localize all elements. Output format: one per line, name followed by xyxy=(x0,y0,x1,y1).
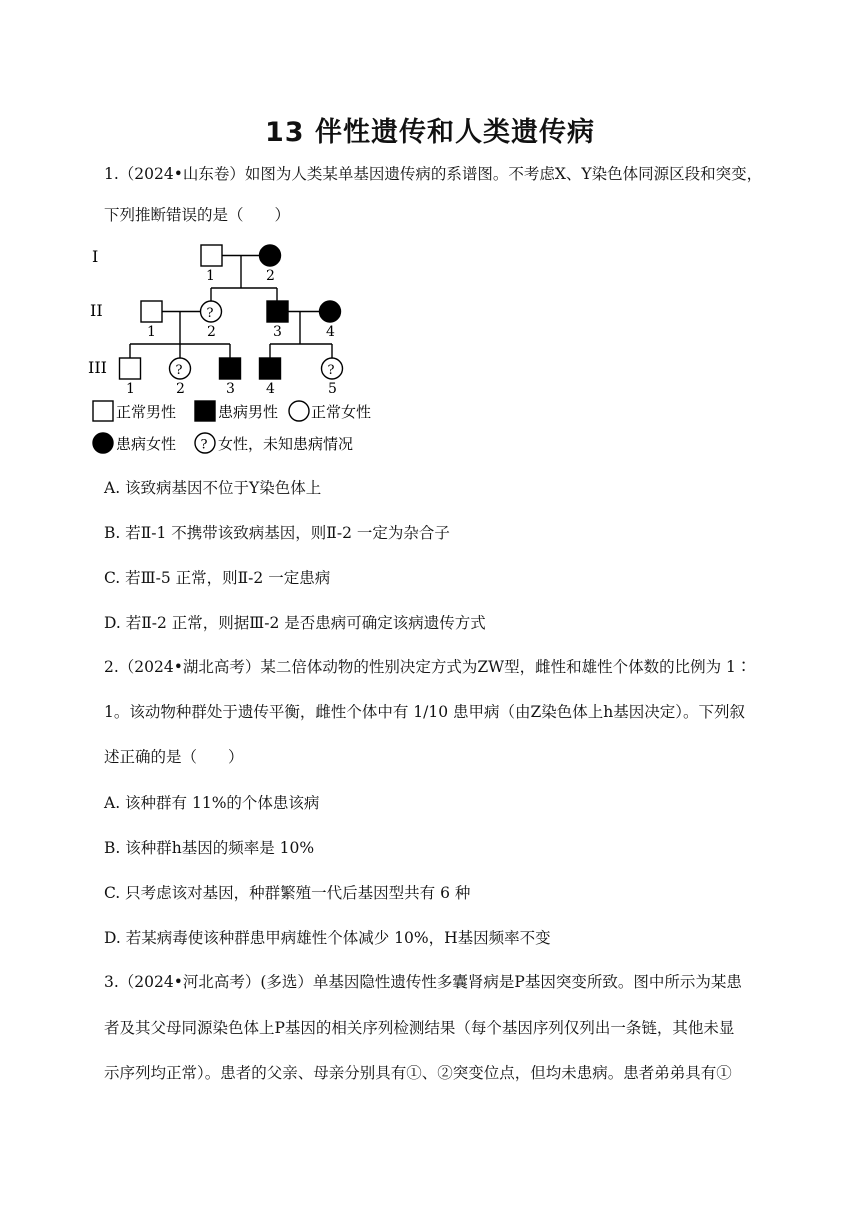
II1-number: 1 xyxy=(147,324,156,340)
pedigree-figure xyxy=(80,240,400,462)
legend-normal-female-icon xyxy=(289,401,309,421)
legend-normal-male-label: 正常男性 xyxy=(116,403,177,421)
legend-affected-female-icon xyxy=(93,433,113,453)
legend-unknown-question-mark: ? xyxy=(200,437,208,453)
III4-number: 4 xyxy=(266,381,275,397)
gen-label-I: I xyxy=(92,247,99,266)
III4-affected-male xyxy=(260,358,281,379)
III3-affected-male xyxy=(220,358,241,379)
legend-affected-male-label: 患病男性 xyxy=(218,403,279,421)
q2-option-d: D. 若某病毒使该种群患甲病雄性个体减少 10%，H基因频率不变 xyxy=(104,929,551,947)
q2-stem-line-2: 1。该动物种群处于遗传平衡，雌性个体中有 1/10 患甲病（由Z染色体上h基因决定）。下列叙 xyxy=(104,703,746,721)
q2-option-c: C. 只考虑该对基因，种群繁殖一代后基因型共有 6 种 xyxy=(104,884,471,902)
I2-number: 2 xyxy=(266,268,275,284)
q1-stem-line-2: 下列推断错误的是（ ） xyxy=(104,206,291,224)
II4-number: 4 xyxy=(326,324,335,340)
q2-option-b: B. 该种群h基因的频率是 10% xyxy=(104,839,315,857)
legend-affected-male-icon xyxy=(195,401,215,421)
III1-number: 1 xyxy=(126,381,135,397)
I1-number: 1 xyxy=(206,268,215,284)
gen-label-III: III xyxy=(88,358,107,377)
gen-label-II: II xyxy=(90,301,103,320)
legend-affected-female-label: 患病女性 xyxy=(116,435,177,453)
q1-option-d: D. 若Ⅱ-2 正常，则据Ⅲ-2 是否患病可确定该病遗传方式 xyxy=(104,614,486,632)
q2-stem-line-3: 述正确的是（ ） xyxy=(104,748,244,766)
q1-option-c: C. 若Ⅲ-5 正常，则Ⅱ-2 一定患病 xyxy=(104,569,331,587)
III1-normal-male xyxy=(120,358,141,379)
II3-number: 3 xyxy=(273,324,282,340)
q1-option-b: B. 若Ⅱ-1 不携带该致病基因，则Ⅱ-2 一定为杂合子 xyxy=(104,524,450,542)
III2-number: 2 xyxy=(176,381,185,397)
legend-normal-male-icon xyxy=(93,401,113,421)
q2-option-a: A. 该种群有 11%的个体患该病 xyxy=(104,794,320,812)
q3-stem-line-2: 者及其父母同源染色体上P基因的相关序列检测结果（每个基因序列仅列出一条链，其他未显 xyxy=(104,1019,735,1037)
III3-number: 3 xyxy=(226,381,235,397)
q3-stem-line-1: 3.（2024•河北高考）(多选）单基因隐性遗传性多囊肾病是P基因突变所致。图中所示为某患 xyxy=(104,973,742,991)
II2-number: 2 xyxy=(207,324,216,340)
q2-stem-line-1: 2.（2024•湖北高考）某二倍体动物的性别决定方式为ZW型，雌性和雄性个体数的比例为 1∶ xyxy=(104,658,752,676)
II4-affected-female xyxy=(320,301,341,322)
q1-option-a: A. 该致病基因不位于Y染色体上 xyxy=(104,479,322,497)
III5-number: 5 xyxy=(328,381,337,397)
III5-question-mark: ? xyxy=(327,363,335,378)
II2-question-mark: ? xyxy=(206,306,214,321)
I2-affected-female xyxy=(260,245,281,266)
q1-stem-line-1: 1.（2024•山东卷）如图为人类某单基因遗传病的系谱图。不考虑X、Y染色体同源区段和突变， xyxy=(104,165,763,183)
legend-unknown-female-label: 女性，未知患病情况 xyxy=(218,435,354,453)
II3-affected-male xyxy=(267,301,288,322)
legend-normal-female-label: 正常女性 xyxy=(311,403,372,421)
q3-stem-line-3: 示序列均正常）。患者的父亲、母亲分别具有①、②突变位点，但均未患病。患者弟弟具有① xyxy=(104,1064,732,1082)
I1-normal-male xyxy=(201,245,222,266)
page-title: 13 伴性遗传和人类遗传病 xyxy=(265,117,595,148)
II1-normal-male xyxy=(141,301,162,322)
III2-question-mark: ? xyxy=(175,363,183,378)
